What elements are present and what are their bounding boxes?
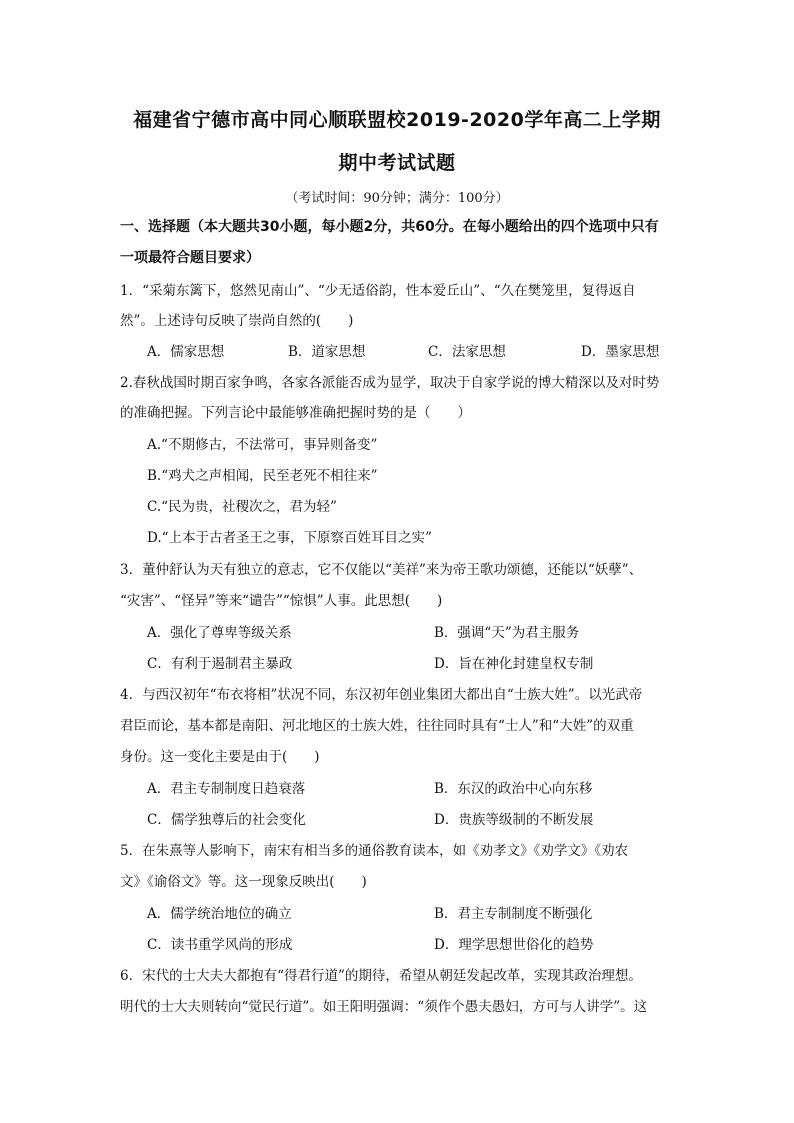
question-2-option-d: D.“上本于古者圣王之事，下原察百姓耳目之实” [147, 530, 432, 546]
question-3-option-b: B．强调“天”为君主服务 [434, 625, 580, 641]
question-2-stem-line2: 的准确把握。下列言论中最能够准确把握时势的是（ ） [120, 405, 471, 421]
question-4-option-a: A．君主专制制度日趋衰落 [147, 781, 306, 797]
question-4-stem-line2: 君臣而论，基本都是南阳、河北地区的士族大姓，往往同时具有“士人”和“大姓”的双重 [120, 718, 634, 734]
question-4-stem-line3: 身份。这一变化主要是由于( ) [120, 749, 320, 765]
question-4-stem-line1: 4．与西汉初年“布衣将相”状况不同，东汉初年创业集团大都出自“士族大姓”。以光武帝 [120, 687, 643, 703]
question-3-stem-line1: 3．董仲舒认为天有独立的意志，它不仅能以“美祥”来为帝王歌功颂德，还能以“妖孽”、 [120, 562, 643, 578]
exam-info: （考试时间：90分钟；满分：100分） [285, 191, 509, 206]
question-5-option-b: B．君主专制制度不断强化 [434, 906, 593, 922]
question-5-option-c: C．读书重学风尚的形成 [147, 937, 293, 953]
question-6-stem-line2: 明代的士大夫则转向“觉民行道”。如王阳明强调：“须作个愚夫愚妇，方可与人讲学”。这 [120, 999, 648, 1015]
question-3-stem-line2: “灾害”、“怪异”等来“谴告”“惊惧”人事。此思想( ) [120, 593, 443, 609]
section-heading-line2: 一项最符合题目要求） [120, 250, 260, 266]
question-3-option-d: D．旨在神化封建皇权专制 [434, 656, 594, 672]
question-4-option-b: B．东汉的政治中心向东移 [434, 781, 593, 797]
exam-title-line2: 期中考试试题 [338, 152, 456, 174]
question-1-stem-line2: 然”。上述诗句反映了崇尚自然的( ) [120, 313, 354, 329]
exam-title-line1: 福建省宁德市高中同心顺联盟校2019-2020学年高二上学期 [133, 109, 661, 131]
question-5-stem-line1: 5．在朱熹等人影响下，南宋有相当多的通俗教育读本，如《劝孝文》《劝学文》《劝农 [120, 843, 629, 859]
question-1-option-a: A．儒家思想 [147, 344, 225, 360]
question-5-option-d: D．理学思想世俗化的趋势 [434, 937, 594, 953]
question-2-option-a: A.“不期修古，不法常可，事异则备变” [147, 437, 378, 453]
question-5-stem-line2: 文》《谕俗文》等。这一现象反映出( ) [120, 874, 367, 890]
question-2-option-b: B.“鸡犬之声相闻，民至老死不相往来” [147, 468, 378, 484]
question-2-option-c: C.“民为贵，社稷次之，君为轻” [147, 499, 337, 515]
section-heading-line1: 一、选择题（本大题共30小题，每小题2分，共60分。在每小题给出的四个选项中只有 [120, 219, 659, 235]
question-5-option-a: A．儒学统治地位的确立 [147, 906, 292, 922]
question-3-option-a: A．强化了尊卑等级关系 [147, 625, 292, 641]
question-4-option-d: D．贵族等级制的不断发展 [434, 812, 594, 828]
question-2-stem-line1: 2.春秋战国时期百家争鸣，各家各派能否成为显学，取决于自家学说的博大精深以及对时势 [120, 375, 660, 391]
question-3-option-c: C．有利于遏制君主暴政 [147, 656, 293, 672]
question-1-option-d: D．墨家思想 [581, 344, 660, 360]
question-1-stem-line1: 1．“采菊东篱下，悠然见南山”、“少无适俗韵，性本爱丘山”、“久在樊笼里，复得返自 [120, 283, 636, 299]
question-1-option-c: C．法家思想 [428, 344, 506, 360]
question-1-option-b: B．道家思想 [288, 344, 366, 360]
question-6-stem-line1: 6．宋代的士大夫大都抱有“得君行道”的期待，希望从朝廷发起改革，实现其政治理想。 [120, 968, 642, 984]
question-4-option-c: C．儒学独尊后的社会变化 [147, 812, 306, 828]
